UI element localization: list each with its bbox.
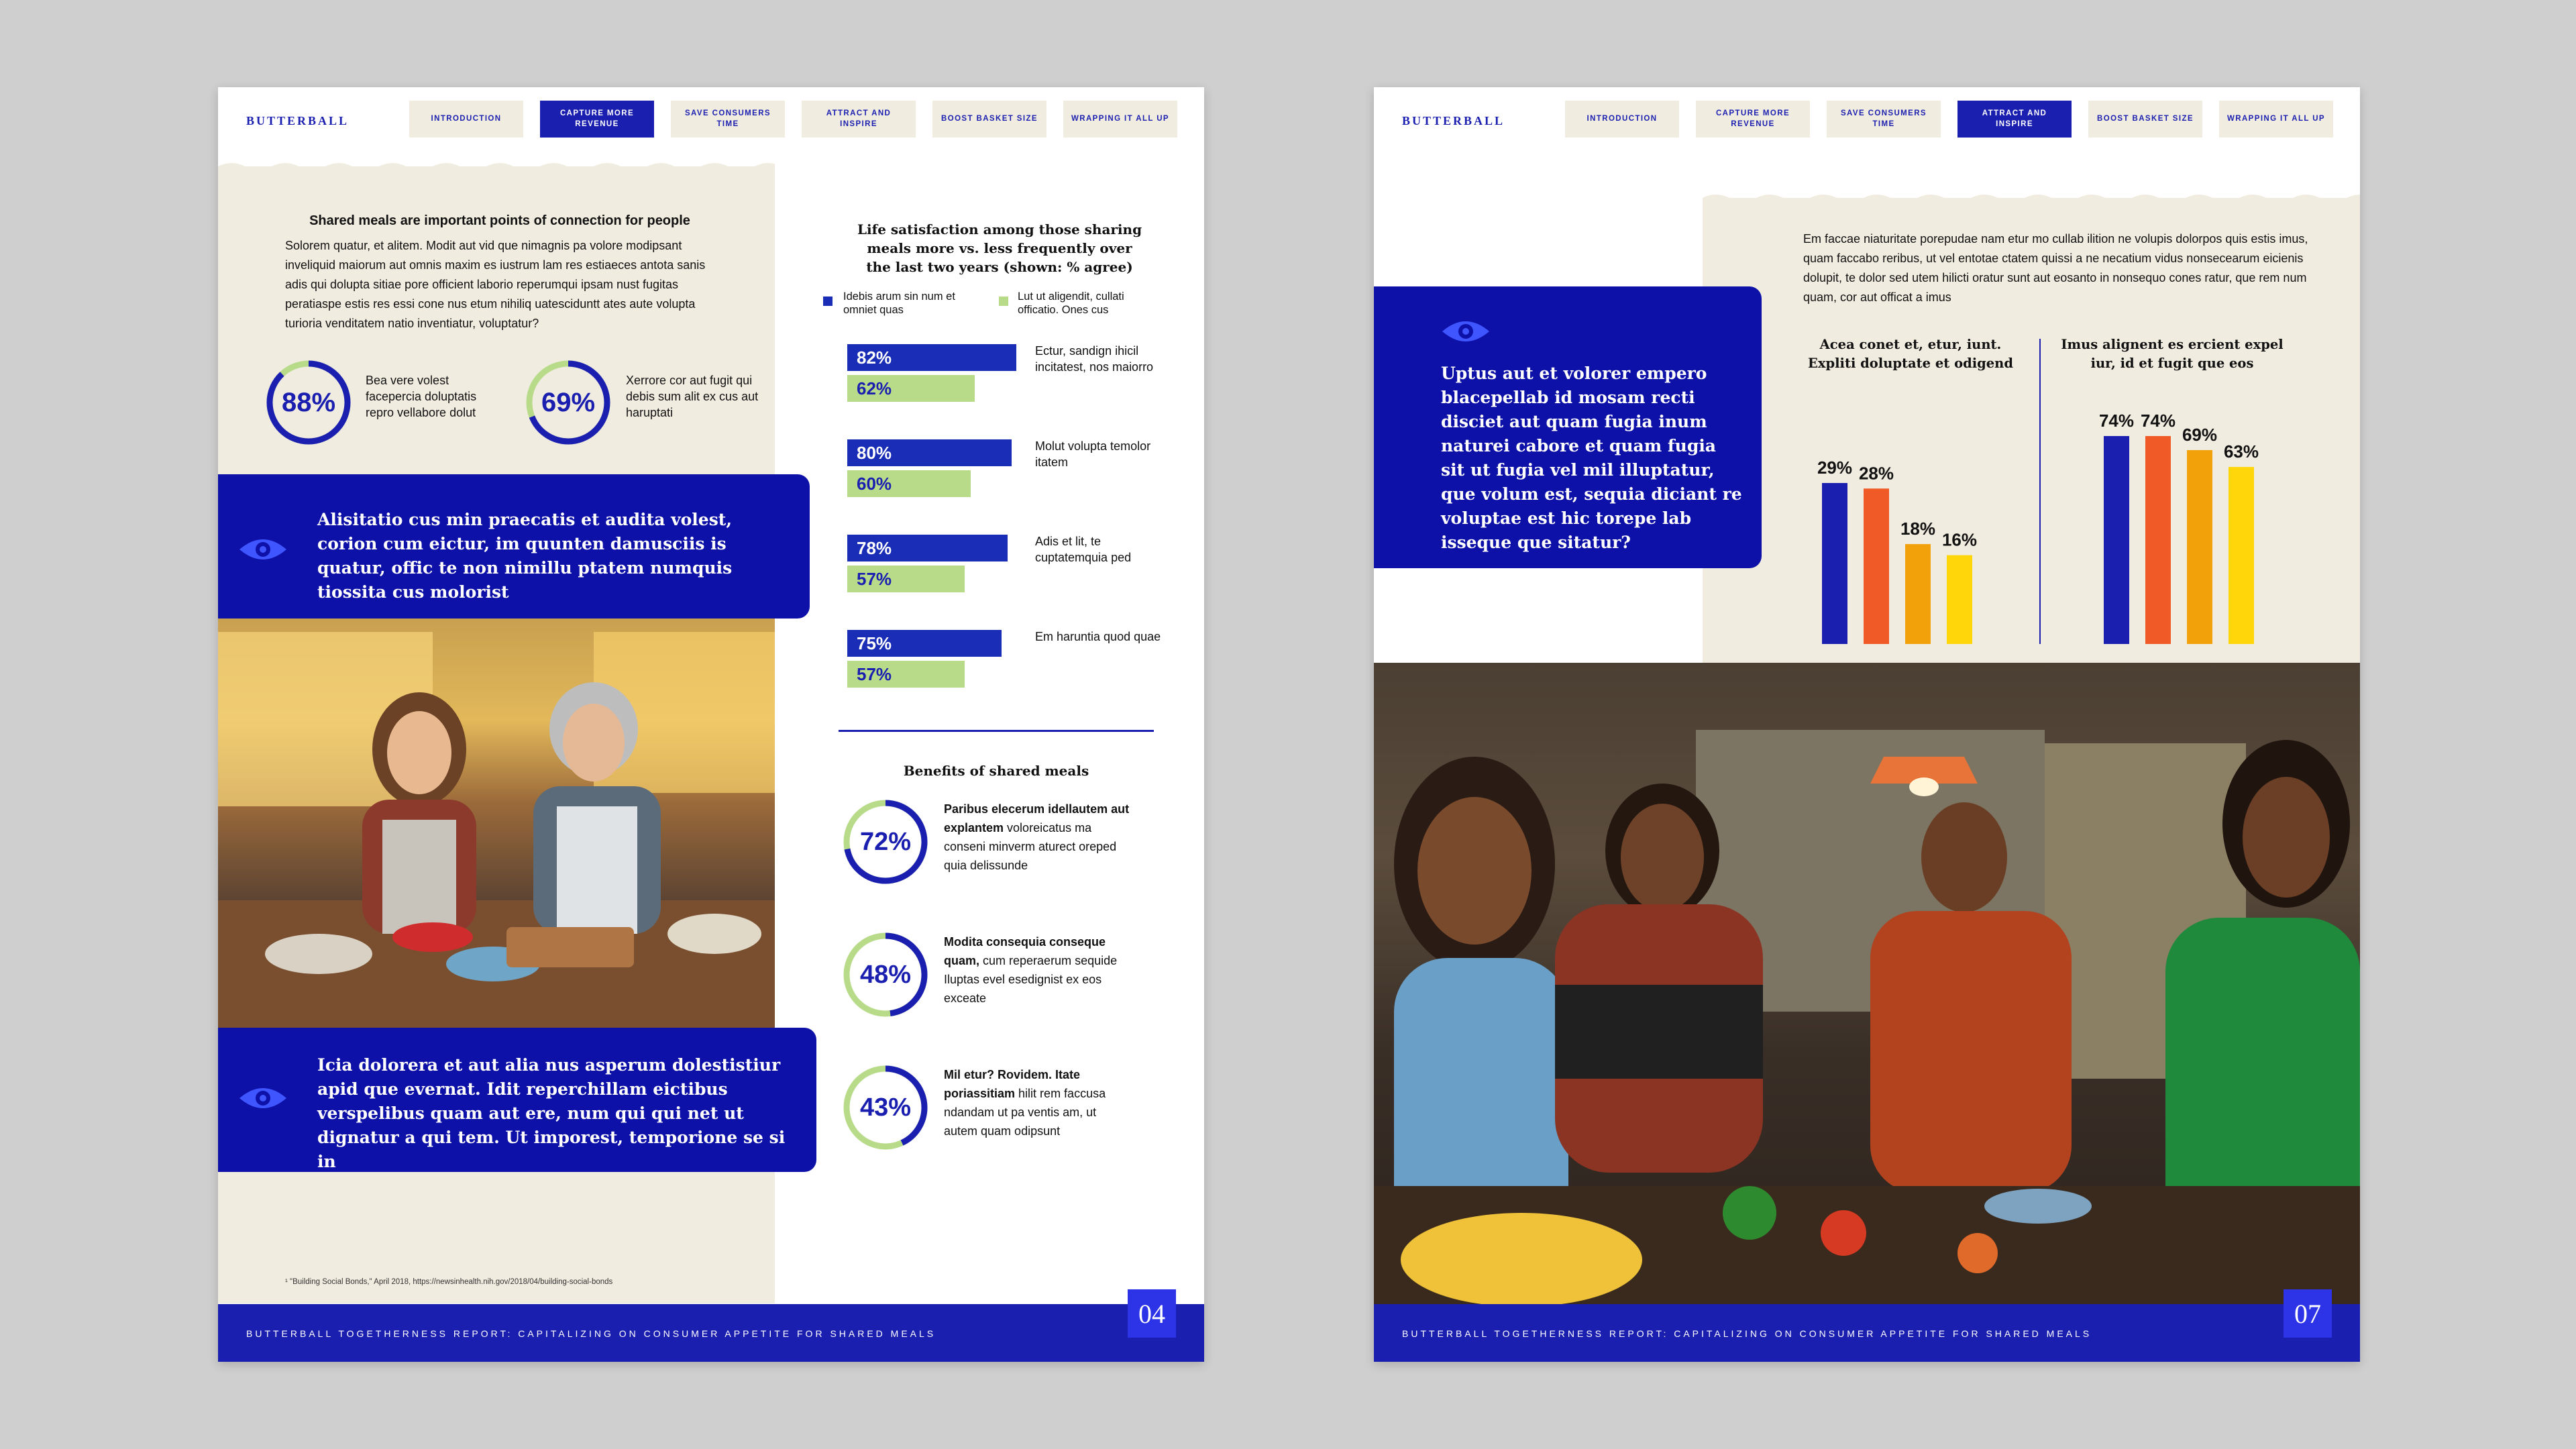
- bar-group: [847, 535, 1183, 602]
- stat-value: 69%: [541, 387, 596, 417]
- chart-title: Life satisfaction among those sharing meals more vs. less frequently over the last two years (shown: % agree): [857, 221, 1142, 275]
- bar-series-1: 82%: [847, 344, 1016, 371]
- benefit-text: [944, 800, 1132, 875]
- callout-box: [218, 1028, 816, 1172]
- benefits-list: [842, 798, 1164, 1254]
- bar-category-label: Molut volupta temolor itatem: [1035, 439, 1151, 469]
- bar-3: [2187, 450, 2212, 644]
- bar-category-label: Adis et lit, te cuptatemquia ped: [1035, 535, 1132, 564]
- eye-icon: [237, 535, 289, 564]
- callout-text: Icia dolorera et aut alia nus asperum dolestistiur apid que evernat. Idit reperchillam eictibus verspelibus quam aut ere, num qui qui net ut dignatur a qui tem. Ut imporest, temporione se si in: [317, 1055, 786, 1171]
- footer-bar: [1374, 1298, 2360, 1362]
- benefit-ring: [842, 1064, 929, 1151]
- bar-2: [1864, 488, 1889, 644]
- benefit-text: [944, 1065, 1132, 1140]
- bar-2: [2145, 436, 2171, 644]
- benefit-ring: [842, 798, 929, 885]
- kitchen-photo: [1374, 663, 2360, 1305]
- nav-attract-and-inspire[interactable]: ATTRACT AND INSPIRE: [1957, 101, 2072, 138]
- legend-swatch-green: [999, 297, 1008, 306]
- benefit-ring: [842, 931, 929, 1018]
- stat-ring-69: [525, 359, 612, 446]
- footer-bar: [218, 1298, 1204, 1362]
- bar-3: [1905, 544, 1931, 644]
- page-number: 07: [2284, 1289, 2332, 1338]
- intro-title: Shared meals are important points of connection for people: [309, 213, 690, 228]
- intro-body: Solorem quatur, et alitem. Modit aut vid que nimagnis pa volore modipsant inveliquid maiorum aut omnis maxim es iustrum lam res estiaeces antota sanis adis qui dolupta sitiae pore officient laborio reperumqui ipsam nust fugitas peratiaspe estis res essi cone nus etum nihiliq uatesciduntt ates aute volupta turioria venditatem natio inventiatur, voluptatur?: [285, 239, 706, 330]
- bar-series-2: 57%: [847, 661, 965, 688]
- bar-series-1: 75%: [847, 630, 1002, 657]
- page-number: 04: [1128, 1289, 1176, 1338]
- bar-value-label: 63%: [2223, 441, 2259, 462]
- bar-value-label: 18%: [1900, 519, 1936, 539]
- benefit-text-rest: cum reperaerum sequide Iluptas evel esedignist ex eos exceate: [944, 954, 1118, 1005]
- bar-category-label: Ectur, sandign ihicil incitatest, nos maiorro: [1035, 344, 1154, 374]
- kitchen-photo: [218, 619, 775, 1028]
- footer-title: BUTTERBALL TOGETHERNESS REPORT: CAPITALIZING ON CONSUMER APPETITE FOR SHARED MEALS: [246, 1328, 936, 1339]
- bar-value-label: 74%: [2140, 411, 2176, 431]
- bar-value-label: 16%: [1941, 529, 1978, 550]
- report-page-04: [218, 87, 1204, 1362]
- nav-boost-basket-size[interactable]: BOOST BASKET SIZE: [932, 101, 1046, 138]
- report-page-07: [1374, 87, 2360, 1362]
- bar-1: [1822, 483, 1847, 644]
- stat-ring-88: [265, 359, 352, 446]
- legend-swatch-blue: [823, 297, 833, 306]
- nav-introduction[interactable]: INTRODUCTION: [1565, 101, 1679, 138]
- nav-wrapping-it-all-up[interactable]: WRAPPING IT ALL UP: [2219, 101, 2333, 138]
- bar-value-label: 74%: [2098, 411, 2135, 431]
- wavy-edge: [218, 160, 775, 173]
- bar-series-2: 57%: [847, 566, 965, 592]
- benefit-text-bold: Modita consequia conseque quam,: [944, 935, 1106, 967]
- nav-attract-and-inspire[interactable]: ATTRACT AND INSPIRE: [802, 101, 916, 138]
- chart-title: Imus alignent es ercient expel iur, id et fugit que eos: [2061, 337, 2284, 371]
- bar-1: [2104, 436, 2129, 644]
- benefit-text-rest: voloreicatus ma conseni minverm aturect oreped quia delissunde: [944, 821, 1117, 872]
- legend-label: Lut ut aligendit, cullati officatio. Ones cus: [1018, 290, 1124, 316]
- bar-series-1: 78%: [847, 535, 1008, 561]
- wavy-edge: [1703, 191, 2360, 205]
- top-navigation: [1374, 87, 2360, 154]
- intro-body: Em faccae niaturitate porepudae nam etur mo cullab ilition ne volupis dolorpos quis estis imus, quam faccabo reribus, ut vel entotae ctatem quissi a ne necatium vidus nonsecearum eicienis dolupit, te dolor sed utem hilicti oratur sunt aut eosanto in nonsequo cones ratur, que rem num quam, cor aut officat a imus: [1803, 232, 2308, 304]
- eye-icon: [237, 1083, 289, 1113]
- bar-4: [1947, 555, 1972, 644]
- callout-text: Alisitatio cus min praecatis et audita volest, corion cum eictur, im quunten damusciis is quatur, offic te non nimillu ptatem numquis tiossita cus molorist: [317, 510, 733, 602]
- bar-series-1: 80%: [847, 439, 1012, 466]
- nav-wrapping-it-all-up[interactable]: WRAPPING IT ALL UP: [1063, 101, 1177, 138]
- nav-capture-more-revenue[interactable]: CAPTURE MORE REVENUE: [540, 101, 654, 138]
- stat-text: Bea vere volest facepercia doluptatis repro vellabore dolut: [366, 374, 477, 419]
- bar-group: [847, 630, 1183, 697]
- bar-value-label: 29%: [1817, 458, 1853, 478]
- bar-chart: [847, 344, 1183, 787]
- benefit-value: 72%: [859, 827, 912, 856]
- benefit-text-rest: hilit rem faccusa ndandam ut pa ventis am, ut autem quam odipsunt: [944, 1087, 1106, 1138]
- photo-illustration: [1374, 663, 2360, 1305]
- bar-4: [2229, 467, 2254, 644]
- nav-save-consumers-time[interactable]: SAVE CONSUMERS TIME: [1827, 101, 1941, 138]
- brand-logo[interactable]: BUTTERBALL: [1402, 114, 1505, 127]
- top-navigation: [218, 87, 1204, 154]
- bar-group: [847, 344, 1183, 411]
- eye-icon: [1440, 317, 1492, 346]
- legend: [823, 290, 1172, 323]
- bar-series-2: 62%: [847, 375, 975, 402]
- benefit-text-bold: Paribus elecerum idellautem aut explantem: [944, 802, 1130, 835]
- footer-title: BUTTERBALL TOGETHERNESS REPORT: CAPITALIZING ON CONSUMER APPETITE FOR SHARED MEALS: [1402, 1328, 2092, 1339]
- bar-value-label: 28%: [1858, 463, 1894, 484]
- bar-group: [847, 439, 1183, 506]
- callout-box: [1374, 286, 1762, 568]
- bar-value-label: 69%: [2182, 424, 2218, 445]
- generation-chart-2: [2098, 402, 2300, 651]
- benefit-value: 43%: [859, 1093, 912, 1122]
- chart-title: Acea conet et, etur, iunt. Expliti doluptate et odigend: [1808, 337, 2013, 371]
- callout-text: Uptus aut et volorer empero blacepellab id mosam recti disciet aut quam fugia inum naturei cabore et quam fugia sit ut fugia vel mil illuptatur, que volum est, sequia diciant re voluptae est hic torepe lab isseque que sitatur?: [1441, 364, 1742, 552]
- benefit-value: 48%: [859, 960, 912, 989]
- legend-label: Idebis arum sin num et omniet quas: [843, 290, 955, 316]
- footnote: ¹ "Building Social Bonds," April 2018, https://newsinhealth.nih.gov/2018/04/building-social-bonds: [285, 1278, 613, 1286]
- bar-series-2: 60%: [847, 470, 971, 497]
- benefits-title: Benefits of shared meals: [903, 763, 1089, 779]
- stat-text: Xerrore cor aut fugit qui debis sum alit ex cus aut haruptati: [626, 374, 759, 419]
- photo-illustration: [218, 619, 775, 1028]
- benefit-text: [944, 932, 1132, 1008]
- nav-capture-more-revenue[interactable]: CAPTURE MORE REVENUE: [1696, 101, 1810, 138]
- callout-box: [218, 474, 810, 619]
- bar-category-label: Em haruntia quod quae: [1035, 630, 1161, 643]
- nav-introduction[interactable]: INTRODUCTION: [409, 101, 523, 138]
- brand-logo[interactable]: BUTTERBALL: [246, 114, 350, 127]
- benefit-text-bold: Mil etur? Rovidem. Itate poriassitiam: [944, 1068, 1081, 1100]
- nav-save-consumers-time[interactable]: SAVE CONSUMERS TIME: [671, 101, 785, 138]
- stat-value: 88%: [281, 387, 336, 417]
- nav-boost-basket-size[interactable]: BOOST BASKET SIZE: [2088, 101, 2202, 138]
- divider: [839, 730, 1154, 732]
- generation-chart-1: [1817, 449, 2018, 651]
- chart-divider: [2039, 339, 2041, 644]
